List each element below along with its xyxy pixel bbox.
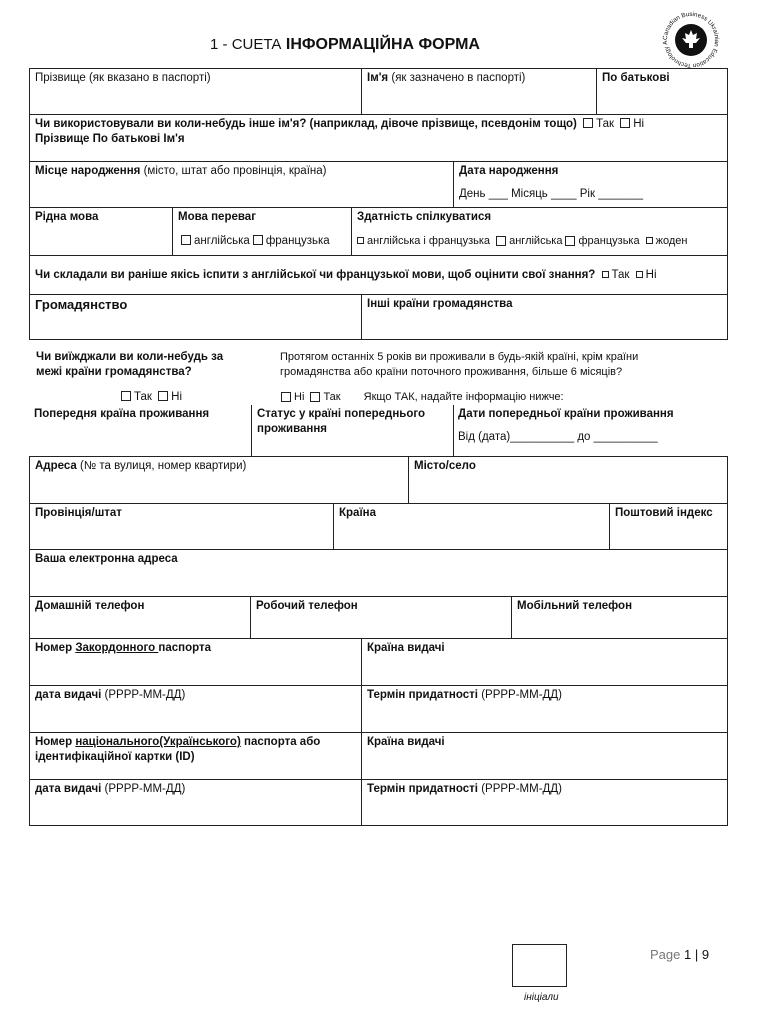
intl-passport-label-a: Номер — [35, 642, 76, 654]
page-word: Page — [650, 947, 681, 962]
residence-question: Протягом останніх 5 років ви проживали в будь-якій країні, крім країни громадянства або країни поточного проживання, більше 6 місяців? — [280, 351, 639, 378]
other-name-yes-label: Так — [596, 118, 615, 130]
native-language-field[interactable] — [29, 207, 173, 256]
intl-passport-field[interactable] — [29, 638, 362, 686]
mobile-phone-label: Мобільний телефон — [517, 600, 633, 612]
patronymic-field[interactable] — [596, 68, 728, 115]
intl-passport-label-b: паспорта — [158, 642, 211, 654]
national-expiry-hint: (РРРР-ММ-ДД) — [481, 783, 562, 795]
prev-status-label: Статус у країні попереднього проживання — [257, 408, 426, 435]
residence-no-label: Ні — [294, 391, 305, 403]
address-hint: (№ та вулиця, номер квартири) — [80, 460, 247, 472]
dob-label: Дата народження — [459, 165, 559, 177]
native-language-label: Рідна мова — [35, 211, 99, 223]
national-issue-country-label: Країна видачі — [367, 736, 445, 748]
first-name-label: Ім'я — [367, 72, 389, 84]
language-exam-section — [29, 255, 728, 295]
national-passport-field[interactable] — [29, 732, 362, 780]
national-passport-label-a: Номер — [35, 736, 76, 748]
intl-issue-date-label: дата видачі — [35, 689, 102, 701]
travel-yes-checkbox[interactable] — [121, 391, 131, 401]
address-label: Адреса — [35, 460, 77, 472]
ability-none-label: жоден — [655, 235, 688, 247]
national-issue-date-label: дата видачі — [35, 783, 102, 795]
prev-status-field[interactable] — [251, 405, 454, 457]
initials-label: ініціали — [524, 992, 559, 1003]
city-label: Місто/село — [414, 460, 476, 472]
residence-yes-checkbox[interactable] — [310, 392, 320, 402]
citizenship-label: Громадянство — [35, 297, 128, 312]
intl-expiry-hint: (РРРР-ММ-ДД) — [481, 689, 562, 701]
travel-options — [118, 390, 182, 405]
language-exam-yes-label: Так — [611, 269, 630, 281]
national-passport-label-underlined: національного(Українського) — [75, 736, 241, 748]
national-expiry-field[interactable] — [361, 779, 728, 826]
communication-ability-field — [351, 207, 728, 256]
intl-issue-date-field[interactable] — [29, 685, 362, 733]
other-name-fields-label: Прізвище По батькові Ім'я — [35, 133, 185, 145]
preferred-language-field — [172, 207, 352, 256]
intl-issue-country-label: Країна видачі — [367, 642, 445, 654]
travel-yes-label: Так — [134, 391, 152, 403]
first-name-field[interactable] — [361, 68, 597, 115]
intl-expiry-label: Термін придатності — [367, 689, 478, 701]
postal-code-field[interactable] — [609, 503, 728, 550]
prev-country-field[interactable] — [29, 405, 252, 457]
travel-no-label: Ні — [171, 391, 183, 403]
other-name-no-checkbox[interactable] — [620, 118, 630, 128]
work-phone-field[interactable] — [250, 596, 512, 639]
national-issue-country-field[interactable] — [361, 732, 728, 780]
ability-english-label: англійська — [509, 235, 563, 247]
intl-expiry-field[interactable] — [361, 685, 728, 733]
ability-french-label: французька — [578, 235, 640, 247]
dob-format: День ___ Місяць ____ Рік _______ — [459, 188, 643, 200]
preferred-language-label: Мова переваг — [178, 211, 256, 223]
residence-options — [278, 390, 564, 405]
pref-english-label: англійська — [194, 235, 250, 247]
mobile-phone-field[interactable] — [511, 596, 728, 639]
residence-no-checkbox[interactable] — [281, 392, 291, 402]
work-phone-label: Робочий телефон — [256, 600, 358, 612]
intl-issue-country-field[interactable] — [361, 638, 728, 686]
other-name-yes-checkbox[interactable] — [583, 118, 593, 128]
initials-box[interactable] — [512, 944, 567, 987]
country-label: Країна — [339, 507, 377, 519]
title-main: ІНФОРМАЦІЙНА ФОРМА — [285, 36, 480, 53]
intl-issue-date-hint: (РРРР-ММ-ДД) — [104, 689, 186, 701]
home-phone-label: Домашній телефон — [35, 600, 145, 612]
other-citizenship-field[interactable] — [361, 294, 728, 340]
home-phone-field[interactable] — [29, 596, 251, 639]
ability-english-checkbox[interactable] — [496, 236, 506, 246]
province-label: Провінція/штат — [35, 507, 122, 519]
citizenship-field[interactable] — [29, 294, 362, 340]
ability-none-checkbox[interactable] — [646, 237, 653, 244]
national-issue-date-field[interactable] — [29, 779, 362, 826]
birthplace-hint: (місто, штат або провінція, країна) — [143, 165, 327, 177]
dob-field[interactable] — [453, 161, 728, 208]
logo-text: Canadian Business Ukrainian Education Technology A — [661, 10, 721, 70]
ability-both-label: англійська і французька — [367, 235, 491, 247]
first-name-hint: (як зазначено в паспорті) — [391, 72, 526, 84]
page-separator: | — [694, 947, 699, 962]
prev-dates-field[interactable] — [453, 405, 728, 457]
other-citizenship-label: Інші країни громадянства — [367, 298, 513, 310]
prev-dates-label: Дати попередньої країни проживання — [458, 408, 674, 420]
city-field[interactable] — [408, 456, 728, 504]
surname-label: Прізвище (як вказано в паспорті) — [35, 72, 211, 84]
ability-both-checkbox[interactable] — [357, 237, 364, 244]
country-field[interactable] — [333, 503, 610, 550]
prev-dates-format: Від (дата)__________ до __________ — [458, 431, 658, 443]
title-prefix: 1 - CUETA — [210, 36, 282, 53]
language-exam-no-label: Ні — [645, 269, 657, 281]
travel-no-checkbox[interactable] — [158, 391, 168, 401]
language-exam-question: Чи складали ви раніше якісь іспити з англійської чи французької мови, щоб оцінити свої знання? — [35, 269, 596, 281]
other-name-question: Чи використовували ви коли-небудь інше ім'я? (наприклад, дівоче прізвище, псевдонім тощо) — [35, 118, 577, 130]
travel-question: Чи виїжджали ви коли-небудь за межі країни громадянства? — [36, 351, 224, 378]
surname-field[interactable] — [29, 68, 362, 115]
pref-french-checkbox[interactable] — [253, 235, 263, 245]
prev-country-label: Попередня країна проживання — [34, 408, 210, 420]
national-issue-date-hint: (РРРР-ММ-ДД) — [104, 783, 186, 795]
other-name-section — [29, 114, 728, 162]
communication-ability-label: Здатність спілкуватися — [357, 211, 492, 223]
language-exam-no-checkbox[interactable] — [636, 271, 643, 278]
language-exam-yes-checkbox[interactable] — [602, 271, 609, 278]
intl-passport-label-underlined: Закордонного — [75, 642, 159, 654]
page-number — [650, 947, 709, 962]
birthplace-field[interactable] — [29, 161, 454, 208]
page-current: 1 — [684, 947, 692, 962]
email-label: Ваша електронна адреса — [35, 553, 178, 565]
page-total: 9 — [701, 947, 710, 962]
postal-code-label: Поштовий індекс — [615, 507, 713, 519]
residence-yes-label: Так — [323, 391, 341, 403]
pref-english-checkbox[interactable] — [181, 235, 191, 245]
national-passport-label-b: паспорта або ідентифікаційної картки (ID) — [35, 736, 321, 763]
address-field[interactable] — [29, 456, 409, 504]
email-field[interactable] — [29, 549, 728, 597]
national-expiry-label: Термін придатності — [367, 783, 478, 795]
page-title — [0, 36, 690, 54]
residence-note: Якщо ТАК, надайте інформацію нижче: — [363, 391, 564, 403]
pref-french-label: французька — [265, 235, 330, 247]
birthplace-label: Місце народження — [35, 165, 141, 177]
ability-french-checkbox[interactable] — [565, 236, 575, 246]
association-logo — [657, 6, 725, 74]
other-name-no-label: Ні — [633, 118, 645, 130]
patronymic-label: По батькові — [602, 72, 670, 84]
province-field[interactable] — [29, 503, 334, 550]
